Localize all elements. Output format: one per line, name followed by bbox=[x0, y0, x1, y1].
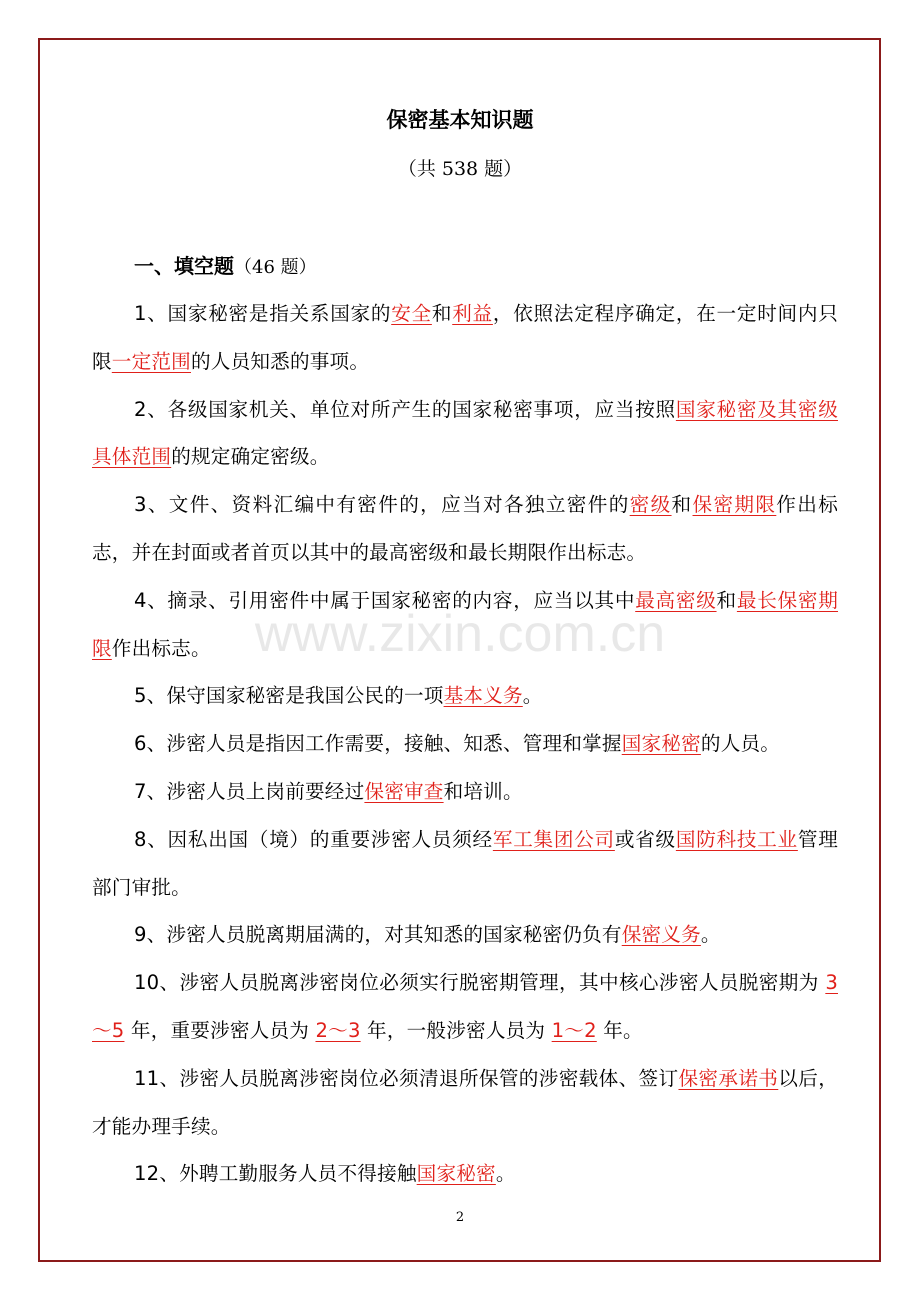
answer-blank: 基本义务 bbox=[443, 684, 523, 708]
answer-blank: 国家秘密 bbox=[416, 1162, 496, 1186]
answer-blank: 国家秘密 bbox=[621, 732, 701, 756]
page-number: 2 bbox=[455, 1210, 465, 1225]
question-text: 7、涉密人员上岗前要经过 bbox=[134, 779, 365, 803]
section-title: 一、填空题 bbox=[134, 254, 234, 278]
answer-blank: 2～3 bbox=[315, 1018, 361, 1042]
answer-blank: 军工集团公司 bbox=[492, 827, 615, 851]
question-text: 的规定确定密级。 bbox=[171, 445, 330, 469]
question-text: 年，一般涉密人员为 bbox=[360, 1018, 552, 1042]
question-text: 1、国家秘密是指关系国家的 bbox=[134, 302, 392, 325]
answer-blank: 保密承诺书 bbox=[678, 1066, 779, 1090]
question-text: 的人员知悉的事项。 bbox=[190, 349, 370, 373]
section-count: （46 题） bbox=[234, 257, 317, 278]
question-text: 11、涉密人员脱离涉密岗位必须清退所保管的涉密载体、签订 bbox=[134, 1066, 679, 1090]
question-text: 年，重要涉密人员为 bbox=[124, 1018, 316, 1042]
question-text: 2、各级国家机关、单位对所产生的国家秘密事项，应当按照 bbox=[134, 397, 676, 421]
question-item bbox=[92, 481, 838, 577]
question-text: 作出标志，并在封面或者首页以其中的最高密级和最长期限作出标志。 bbox=[92, 493, 838, 564]
question-item bbox=[92, 386, 838, 482]
question-text: 和 bbox=[431, 302, 453, 325]
section-heading bbox=[134, 250, 317, 279]
question-text: 管理部门审批。 bbox=[92, 827, 838, 899]
answer-blank: 一定范围 bbox=[111, 349, 191, 373]
question-item bbox=[92, 577, 838, 673]
question-item bbox=[92, 1055, 838, 1151]
question-text: 10、涉密人员脱离涉密岗位必须实行脱密期管理，其中核心涉密人员脱密期为 bbox=[134, 971, 826, 995]
question-text: 以后，才能办理手续。 bbox=[92, 1066, 838, 1138]
question-item bbox=[92, 720, 838, 768]
question-text: 。 bbox=[700, 923, 721, 947]
question-text: 年。 bbox=[596, 1018, 643, 1042]
question-text: 和 bbox=[716, 588, 737, 612]
question-item bbox=[92, 290, 838, 386]
question-text: 9、涉密人员脱离期届满的，对其知悉的国家秘密仍负有 bbox=[134, 923, 622, 947]
question-text: 6、涉密人员是指因工作需要，接触、知悉、管理和掌握 bbox=[134, 732, 622, 756]
question-text: 8、因私出国（境）的重要涉密人员须经 bbox=[134, 827, 493, 851]
answer-blank: 国防科技工业 bbox=[675, 827, 798, 851]
question-item bbox=[92, 768, 838, 816]
answer-blank: 国家秘密及其密级具体范围 bbox=[92, 397, 838, 469]
question-item bbox=[92, 816, 838, 912]
answer-blank: 保密审查 bbox=[364, 779, 444, 803]
question-list bbox=[92, 290, 838, 1198]
answer-blank: 利益 bbox=[452, 302, 493, 325]
page-title: 保密基本知识题 bbox=[386, 107, 534, 132]
question-total: （共 538 题） bbox=[397, 158, 523, 180]
question-text: 或省级 bbox=[614, 827, 676, 851]
question-text: 和培训。 bbox=[443, 779, 523, 803]
question-item bbox=[92, 911, 838, 959]
question-item bbox=[92, 1150, 838, 1198]
answer-blank: 1～2 bbox=[551, 1018, 597, 1042]
question-item bbox=[92, 672, 838, 720]
question-text: 。 bbox=[495, 1162, 516, 1186]
question-text: 3、文件、资料汇编中有密件的，应当对各独立密件的 bbox=[134, 493, 630, 517]
answer-blank: 3～5 bbox=[92, 971, 838, 1042]
watermark: www.zixin.com.cn bbox=[254, 605, 666, 663]
answer-blank: 保密义务 bbox=[621, 923, 701, 947]
question-item bbox=[92, 959, 838, 1055]
question-text: 5、保守国家秘密是我国公民的一项 bbox=[134, 684, 444, 708]
question-text: 4、摘录、引用密件中属于国家秘密的内容，应当以其中 bbox=[134, 588, 636, 612]
answer-blank: 安全 bbox=[391, 302, 432, 325]
question-text: 作出标志。 bbox=[111, 636, 211, 660]
answer-blank: 最长保密期限 bbox=[92, 588, 839, 660]
answer-blank: 保密期限 bbox=[692, 493, 777, 517]
answer-blank: 密级 bbox=[629, 493, 672, 517]
question-text: 。 bbox=[522, 684, 543, 708]
question-text: ，依照法定程序确定，在一定时间内只限 bbox=[92, 302, 839, 373]
question-text: 的人员。 bbox=[700, 732, 781, 756]
question-text: 12、外聘工勤服务人员不得接触 bbox=[134, 1162, 417, 1186]
question-text: 和 bbox=[671, 493, 693, 517]
answer-blank: 最高密级 bbox=[635, 588, 717, 612]
